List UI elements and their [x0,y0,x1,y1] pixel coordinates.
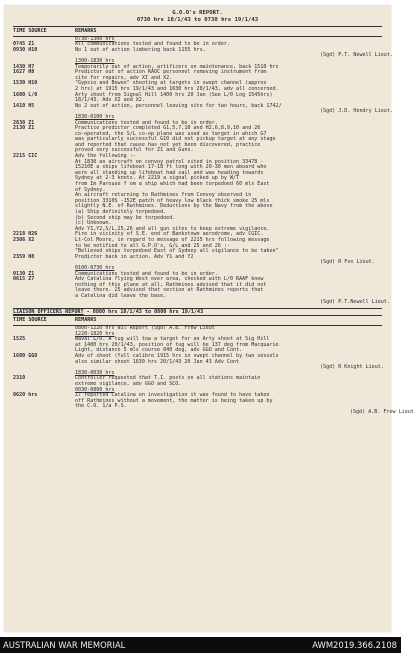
remark-text: "Gypsie and Bowen" shooting at targets in swept channel (approx [75,80,267,87]
remark-text: of Sydney. [75,186,106,193]
remark-text: Practice predictor completed G1,5,7,10 and H2,6,8,9,10 and 26 [75,125,261,132]
shift-period: 0730-1300 hrs [75,35,115,42]
signature: (Sgd) R Fox Lieut. [320,259,375,266]
remark-text: a Catalina did leave the base. [75,292,167,299]
time-source: 0130 Z1 [13,270,35,277]
remark-text: Predictor back in action. Adv Y1 and Y2 [75,253,194,260]
remark-text: Z7 reported Catalina on investigation it was found to have taken [75,392,270,399]
shift-period: 0100-0730 hrs [75,264,115,271]
remark-text: the C.O. 1/a P.S. [75,403,127,410]
time-source: 0930 H10 [13,46,38,53]
remark-text: Adv Catalina flying West over area, checked with L/0 RAAF know [75,276,264,283]
column-headers-2 [13,315,382,326]
remark-text: All communications tested and found to be in order. [75,41,230,48]
time-source [13,300,75,306]
time-source: 1600 L/0 [13,91,38,98]
remark-text: "Believed ships torpedoed East of Sydney all vigilance to be taken" [75,248,279,255]
remark-text: Predictor out of action RAOC personnel removing instrument from [75,69,267,76]
liaison-title: LIAISON OFFICERS REPORT [13,309,84,316]
shift-period: 0030-0800 hrs [75,386,115,393]
time-source-header: TIME SOURCE [13,317,47,324]
remark-text: Sydney at 2-3 knots. At 2219 a signal picked up by W/T [75,175,240,182]
time-source: 1410 H5 [13,102,35,109]
time-source-header: TIME SOURCE [13,27,47,34]
remark-text: extreme vigilance, adv GGO and SCO. [75,381,182,388]
remark-text: 18/1/43. Adv XI and X2. [75,97,145,104]
remarks-header: REMARKS [75,317,97,324]
liaison-log [13,325,414,416]
remark-text: No 2 out of action, personnel leaving site for two hours, back 1742/ [75,102,282,109]
time-source [13,410,75,416]
remark-text: (c) Unknown. [75,220,112,227]
time-source: 2218 H26 [13,231,38,238]
remark-text: Arty shoot from Signal Hill 1400 hrs 20 Jan (See L/0 Log 1545hrs) [75,91,273,98]
archive-reference: AWM2019.366.2108 [312,640,397,650]
document-page [4,5,414,632]
remark-text: proved very successful for Z1 and Guns. [75,147,194,154]
report-period: 0730 hrs 18/1/43 to 0730 hrs 19/1/43 [136,16,259,23]
remark-text: Naval L/O. A tug will tow a target for an Arty shoot at Sig Hill [75,336,270,343]
shift-period: 1300-1830 hrs [75,57,115,64]
remark-text: leave there. 25 advised that section at Rathmines reports that [75,287,264,294]
remark-text: at 1400 hrs 20/1/43, position of tug will be 137 deg from Macquarie [75,341,279,348]
remark-text: also similar shoot 1630 hrs 20/1/43 20 Jan 43 Adv Cont [75,358,240,365]
time-source: 2830 Z1 [13,119,35,126]
remark-text: nothing of this plane at all, Rathmines advised that it did not [75,281,267,288]
shift-period: 1830-0030 hrs [75,369,115,376]
signature: (Sgd) P.T.Newell Lieut. [320,298,390,305]
remark-text: Adv Y1,Y2,S/L,25,26 and all gun sites to keep extreme vigilance. [75,225,270,232]
goo-log [13,35,393,306]
remark-text: position 3310S -152E patch of heavy low black thick smoke 25 mls [75,197,270,204]
time-source: 1525 [13,336,26,343]
remark-text: Adv of shoot (full calibre 1915 hrs in swept channel by two vessels [75,353,279,360]
time-source: 2359 H8 [13,253,35,260]
signature: (Sgd) J.D. Hendry Lieut. [320,108,393,115]
archive-footer [0,637,401,653]
signature: (Sgd) P.T. Newell Lieut. [320,52,393,59]
remark-text: Communications tested and found to be in order. [75,119,218,126]
remark-text: Adv the following :- [75,153,136,160]
time-source: 2215 CIC [13,153,38,160]
report-title: G.O.O's REPORT. [172,10,223,16]
time-source: 1430 H7 [13,63,35,70]
remark-text: Temporarily out of action, artificers on maintenance, back 1510 hrs [75,63,279,70]
time-source: 0615 Z7 [13,276,35,283]
remark-text: Lt-Col Moore, in regard to message of 2215 hrs following message [75,236,270,243]
remark-text: co-operated, the S/L co-op plane was used as target in which G7 [75,130,267,137]
column-headers [13,26,382,37]
report-header [4,5,391,24]
time-source: 0620 hrs [13,392,38,399]
time-source: 1627 H8 [13,69,35,76]
time-source: 1530 H10 [13,80,38,87]
remark-text: slightly N.E. of Rathmines. Deductions by the Navy from the above [75,203,273,210]
remark-text: Light, distance 5 mls course 040 deg, adv GGO and Cont. [75,347,243,354]
remark-text: site for repairs, adv XI and X2. [75,74,173,81]
liaison-header [13,308,382,315]
time-source: 2310 [13,375,26,382]
remark-text: 15210E a ships lifeboat 17-18 ft long with 20-30 men aboard who [75,164,267,171]
liaison-period: - 0800 hrs 18/1/43 to 0800 hrs 19/1/43 [86,309,204,316]
signature: (Sgd) A.B. Frew Lieut [350,409,414,415]
remark-text: 0800-1220 hrs Nil Report (Sgd) A.B. Frew Lieut [75,325,215,332]
shift-period: 1830-0100 hrs [75,113,115,120]
remark-text: (a) Ship definitely torpedoed. [75,209,167,215]
remark-text: to be notified to all G.P.O's, G/L and 25 and 26 :- [75,242,230,249]
remarks-header: REMARKS [75,27,97,34]
archive-name: AUSTRALIAN WAR MEMORIAL [3,640,126,650]
signature: (Sgd) R Knight Lieut. [320,364,384,371]
time-source: 2130 Z1 [13,125,35,132]
remark-text: and reported that cause has not yet been discovered, practice [75,141,261,148]
remark-text: (b) Second ship may be torpedoed. [75,214,176,221]
time-source: 1600 GGO [13,353,38,360]
remark-text: off Rathmines without a movement, the matter is being taken up by [75,397,273,404]
remark-text: from Im Parouse f om a ship which had been torpedoed 60 mls East [75,181,270,188]
remark-text: Fire in vicinity of S.E. end of Bankstown aerodrome, adv CGIC. [75,231,264,238]
time-source: 2306 X2 [13,236,35,243]
remark-text: was particularly successful G10 did not pickup target at any stage [75,136,276,143]
remark-text: An aircraft returning to Rathmines from Convoy observed in [75,192,252,199]
time-source: 0745 Z1 [13,41,35,48]
remark-text: Controller requested that T.I. posts on all stations maintain [75,375,261,382]
remark-text: Communications tested and found to be in order. [75,270,218,277]
log-row [13,409,414,416]
remark-text: No 1 out of action limbering back 1155 hrs. [75,46,206,53]
remark-text: At 1830 an aircraft on convoy patrol sited in position 33478 - [75,158,264,165]
remark-text: were all standing up lifeboat had sail and was heading towards [75,169,264,176]
shift-period: 1220-1820 hrs [75,330,115,337]
remark-text: 2 hrs) at 1915 hrs 19/1/43 and 1630 hrs 20/1/43, adv all concerned. [75,85,279,92]
log-row [13,298,390,306]
